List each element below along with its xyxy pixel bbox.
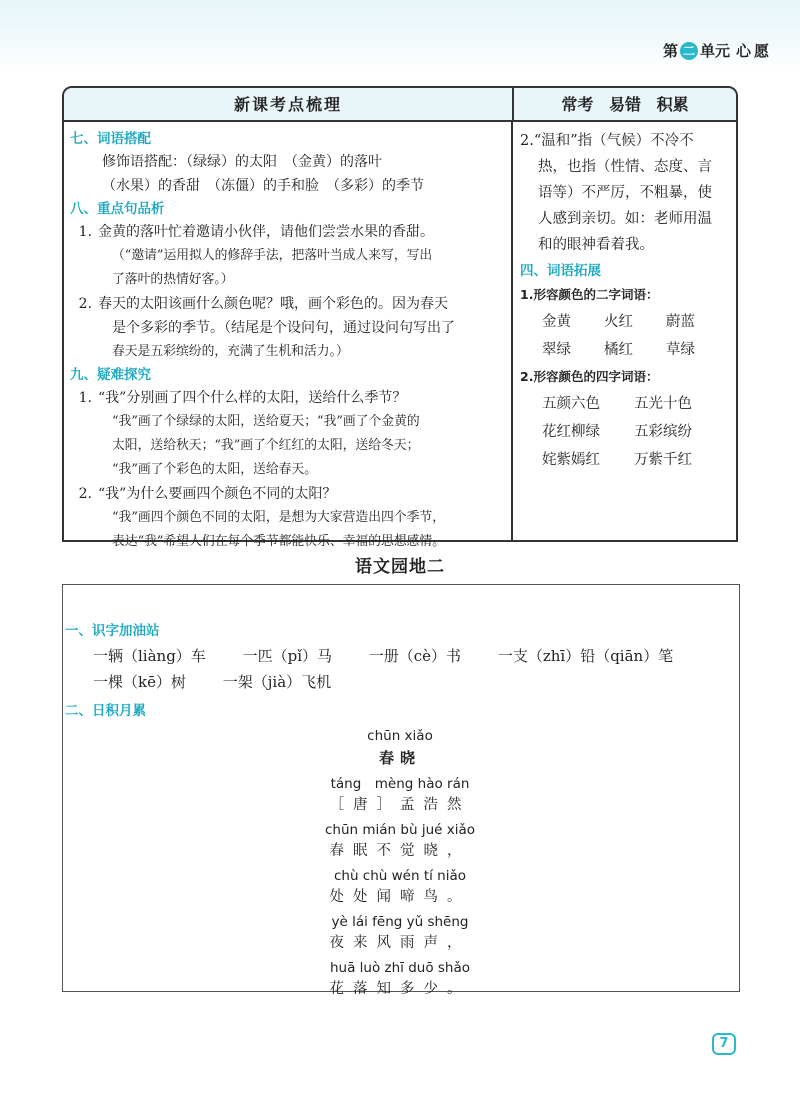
item-number: 1.	[78, 224, 92, 240]
right-column-header: 常考 易错 积累	[512, 88, 736, 122]
word: 万紫千红	[634, 452, 692, 468]
answer-line: 表达“我”希望人们在每个季节都能快乐、幸福的思想感情。	[112, 534, 446, 549]
poem-line: 夜来风雨声，	[329, 935, 471, 951]
word-meaning-line: 语等）不严厉，不粗暴，使	[538, 185, 712, 201]
column-divider	[511, 120, 513, 540]
poem-title: 春晓	[378, 749, 421, 767]
section-word-pairing-title: 七、词语搭配	[70, 131, 151, 147]
unit-prefix: 第	[662, 42, 678, 60]
unit-header	[663, 40, 772, 61]
key-sentence-text: 春天的太阳该画什么颜色呢？哦，画个彩色的。因为春天	[98, 296, 448, 312]
poem-line-pinyin: chù chù wén tí niǎo	[333, 868, 467, 884]
word: 蔚蓝	[666, 314, 695, 330]
poem-author-pinyin: táng mèng hào rán	[330, 776, 470, 792]
item-number: 2.	[78, 486, 92, 502]
question-1	[70, 386, 508, 410]
measure-word-row	[93, 645, 705, 666]
measure-word-item: 一册（cè）书	[368, 647, 462, 665]
word: 金黄	[542, 314, 571, 330]
key-sentence-1	[70, 220, 508, 244]
summary-table	[62, 86, 738, 549]
section-word-expansion-title: 四、词语拓展	[520, 263, 601, 279]
answer-line: “我”画了个彩色的太阳，送给春天。	[112, 462, 318, 477]
measure-word-item: 一支（zhī）铅（qiān）笔	[497, 647, 674, 665]
key-sentence-text-cont: 是个多彩的季节。（结尾是个设问句，通过设问句写出了	[112, 320, 455, 336]
measure-word-item: 一辆（liàng）车	[93, 647, 206, 665]
left-column-header: 新课考点梳理	[64, 88, 512, 122]
poem-line-pinyin: huā luò zhī duō shǎo	[329, 960, 471, 976]
chinese-garden-box	[62, 584, 740, 997]
section-key-sentences-title: 八、重点句品析	[70, 201, 165, 217]
word-meaning-line: 人感到亲切。如：老师用温	[538, 211, 712, 227]
item-number: 2.	[78, 296, 92, 312]
word: 五颜六色	[542, 396, 600, 412]
poem-title-pinyin: chūn xiǎo	[367, 728, 433, 744]
word: 姹紫嫣红	[542, 452, 600, 468]
measure-word-item: 一棵（kē）树	[93, 673, 186, 691]
poem-line-pinyin: yè lái fēng yǔ shēng	[331, 914, 469, 930]
word-pairing-line: （水果）的香甜 （冻僵）的手和脸 （多彩）的季节	[102, 178, 424, 194]
measure-word-row	[93, 671, 363, 692]
key-sentence-2	[70, 292, 508, 316]
poem-line: 春眠不觉晓，	[329, 843, 471, 859]
two-char-words-grid	[520, 308, 734, 364]
poem-line-pinyin: chūn mián bù jué xiǎo	[325, 822, 475, 838]
answer-line: “我”画了个绿绿的太阳，送给夏天；“我”画了个金黄的	[112, 414, 420, 429]
left-column	[70, 128, 508, 554]
word: 五彩缤纷	[634, 424, 692, 440]
question-text: “我”分别画了四个什么样的太阳，送给什么季节？	[98, 390, 407, 406]
key-sentence-analysis: 了落叶的热情好客。）	[112, 272, 234, 287]
four-char-words-grid	[520, 390, 734, 474]
question-2	[70, 482, 508, 506]
daily-accumulation-title: 二、日积月累	[65, 703, 146, 719]
answer-line: 太阳，送给秋天；“我”画了个红红的太阳，送给冬天；	[112, 438, 420, 453]
key-sentence-analysis: 春天是五彩缤纷的，充满了生机和活力。）	[112, 344, 349, 359]
question-text: “我”为什么要画四个颜色不同的太阳？	[98, 486, 337, 502]
unit-number-badge: 二	[680, 42, 698, 60]
poem-author: ［唐］孟浩然	[329, 797, 471, 813]
section-difficult-questions-title: 九、疑难探究	[70, 367, 151, 383]
word: 橘红	[604, 342, 633, 358]
measure-word-item: 一匹（pǐ）马	[242, 647, 332, 665]
item-number: 1.	[78, 390, 92, 406]
word: 花红柳绿	[542, 424, 600, 440]
two-char-words-title: 1.形容颜色的二字词语：	[520, 287, 659, 302]
chinese-garden-title: 语文园地二	[355, 557, 445, 577]
right-column	[520, 128, 734, 474]
word: 火红	[604, 314, 633, 330]
key-sentence-text: 金黄的落叶忙着邀请小伙伴，请他们尝尝水果的香甜。	[98, 224, 434, 240]
word-meaning-line: 2.“温和”指（气候）不冷不	[520, 133, 694, 149]
unit-name: 心愿	[735, 42, 772, 60]
word-meaning-line: 和的眼神看着我。	[538, 237, 654, 253]
word-meaning-line: 热，也指（性情、态度、言	[538, 159, 712, 175]
answer-line: “我”画四个颜色不同的太阳，是想为大家营造出四个季节，	[112, 510, 446, 525]
key-sentence-analysis: （“邀请”运用拟人的修辞手法，把落叶当成人来写，写出	[112, 248, 433, 263]
poem-line: 花落知多少。	[329, 981, 471, 997]
literacy-station-title: 一、识字加油站	[65, 623, 160, 639]
unit-suffix: 单元	[699, 42, 730, 60]
word-pairing-line: 修饰语搭配：（绿绿）的太阳 （金黄）的落叶	[102, 154, 382, 170]
four-char-words-title: 2.形容颜色的四字词语：	[520, 369, 659, 384]
measure-word-item: 一架（jià）飞机	[222, 673, 332, 691]
poem-line: 处处闻啼鸟。	[329, 889, 471, 905]
word: 五光十色	[634, 396, 692, 412]
word: 翠绿	[542, 342, 571, 358]
poem-spring-dawn	[63, 725, 737, 1001]
page-number: 7	[712, 1033, 736, 1055]
word: 草绿	[666, 342, 695, 358]
